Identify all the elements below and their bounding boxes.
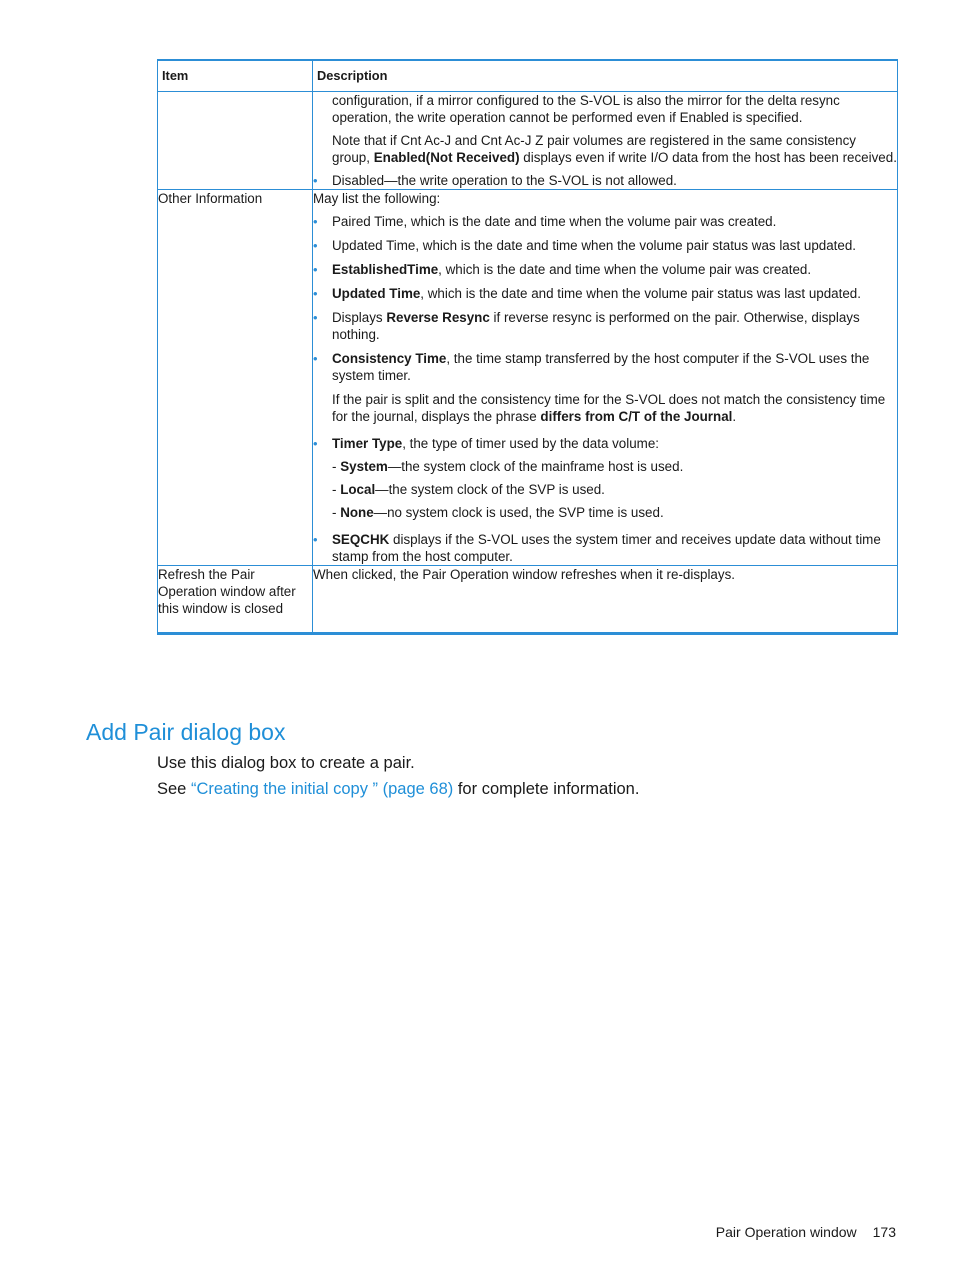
row2-intro: May list the following: <box>313 191 441 206</box>
creating-initial-copy-link[interactable]: “Creating the initial copy ” (page 68) <box>190 780 454 798</box>
section-paragraph-2: See “Creating the initial copy ” (page 68) for complete information. <box>157 780 640 798</box>
section-paragraph-1: Use this dialog box to create a pair. <box>157 754 415 772</box>
timer-type-sublist <box>332 458 897 521</box>
row3-description: When clicked, the Pair Operation window refreshes when it re-displays. <box>313 566 898 634</box>
row1-item <box>158 92 313 190</box>
list-item: • SEQCHK displays if the S-VOL uses the system timer and receives update data without time stamp from the host computer. <box>313 532 881 564</box>
bullet-icon: • <box>313 310 318 325</box>
sub-item-local: - Local—the system clock of the SVP is used. <box>332 482 605 497</box>
list-item: • EstablishedTime, which is the date and time when the volume pair was created. <box>313 262 812 277</box>
list-item: • Consistency Time, the time stamp transferred by the host computer if the S-VOL uses the system timer. If the pair is split and the consistency time for the S-VOL does not match the consistency time for the journal, displays the phrase differs from C/T of the Journal. <box>313 350 897 425</box>
bullet-icon: • <box>313 532 318 547</box>
page-footer <box>600 1222 896 1242</box>
row2-item: Other Information <box>158 190 313 566</box>
bullet-icon: • <box>313 286 318 301</box>
row1-paragraph-1: configuration, if a mirror configured to the S-VOL is also the mirror for the delta resync operation, the write operation cannot be performed even if Enabled is specified. <box>332 93 840 125</box>
bullet-icon: • <box>313 238 318 253</box>
bullet-icon: • <box>313 436 318 451</box>
row1-bullet-list <box>313 172 897 189</box>
bullet-icon: • <box>313 351 318 366</box>
header-item: Item <box>158 60 313 92</box>
list-item: • Paired Time, which is the date and time when the volume pair was created. <box>313 214 777 229</box>
section-heading: Add Pair dialog box <box>86 719 286 745</box>
table-header-row <box>158 60 898 92</box>
row1-description <box>313 92 898 190</box>
list-item: • Timer Type, the type of timer used by the data volume: - System—the system clock of the mainframe host is used. - Local—the system clock of the SVP is used. - None—no system clock is used, the SVP time is used. <box>313 435 897 521</box>
bullet-icon: • <box>313 262 318 277</box>
list-item: • Displays Reverse Resync if reverse resync is performed on the pair. Otherwise, displays nothing. <box>313 310 860 342</box>
bullet-icon: • <box>313 173 318 188</box>
table-row <box>158 190 898 566</box>
row3-item: Refresh the Pair Operation window after this window is closed <box>158 566 313 634</box>
description-table <box>157 59 898 635</box>
sub-item-system: - System—the system clock of the mainframe host is used. <box>332 459 684 474</box>
table-row <box>158 92 898 190</box>
page-number: 173 <box>872 1224 896 1240</box>
footer-title: Pair Operation window <box>715 1224 857 1240</box>
consistency-note: If the pair is split and the consistency time for the S-VOL does not match the consistency time for the journal, displays the phrase differs from C/T of the Journal. <box>332 392 886 424</box>
row2-bullet-list <box>313 213 897 565</box>
row2-description <box>313 190 898 566</box>
sub-item-none: - None—no system clock is used, the SVP time is used. <box>332 505 664 520</box>
table-row <box>158 566 898 634</box>
list-item: • Updated Time, which is the date and time when the volume pair status was last updated. <box>313 286 861 301</box>
list-item: • Updated Time, which is the date and time when the volume pair status was last updated. <box>313 238 857 253</box>
list-item: • Disabled—the write operation to the S-VOL is not allowed. <box>313 173 677 188</box>
header-description: Description <box>313 60 898 92</box>
row1-paragraph-2: Note that if Cnt Ac-J and Cnt Ac-J Z pair volumes are registered in the same consistency group, Enabled(Not Received) displays even if write I/O data from the host has been received. <box>332 133 897 165</box>
bullet-icon: • <box>313 214 318 229</box>
